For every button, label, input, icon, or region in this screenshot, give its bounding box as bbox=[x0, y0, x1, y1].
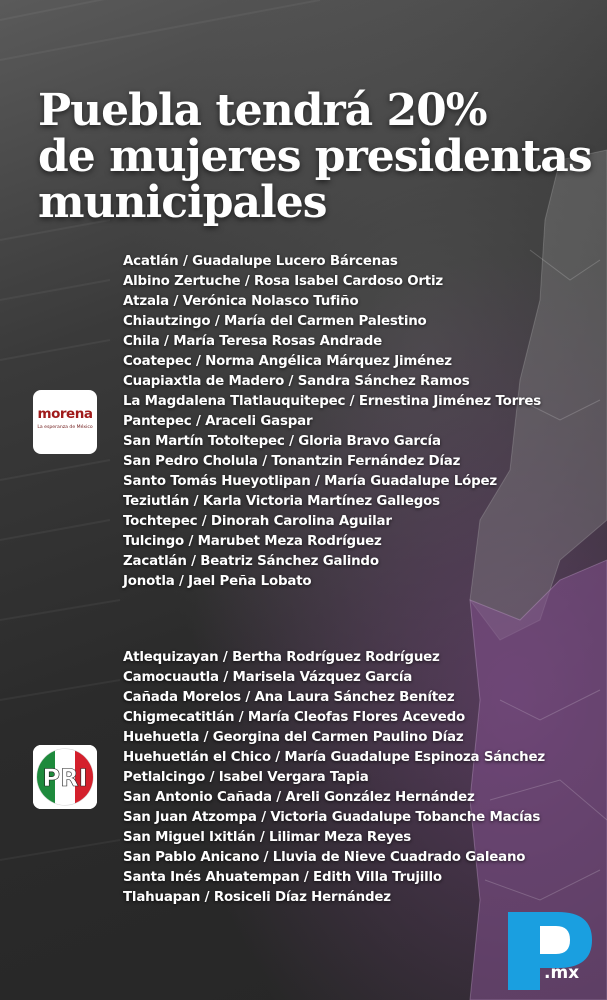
list-item: Camocuautla / Marisela Vázquez García bbox=[123, 670, 413, 685]
morena-logo-icon bbox=[33, 390, 97, 454]
morena-logo-word: morena bbox=[37, 406, 93, 422]
list-item: San Martín Totoltepec / Gloria Bravo García bbox=[123, 434, 441, 449]
list-item: Acatlán / Guadalupe Lucero Bárcenas bbox=[123, 254, 398, 269]
pri-logo-icon bbox=[33, 745, 97, 809]
list-item: Huehuetlán el Chico / María Guadalupe Espinoza Sánchez bbox=[123, 750, 545, 765]
list-item: Tlahuapan / Rosiceli Díaz Hernández bbox=[123, 890, 391, 905]
list-item: San Pedro Cholula / Tonantzin Fernández Díaz bbox=[123, 454, 461, 469]
list-item: Cuapiaxtla de Madero / Sandra Sánchez Ramos bbox=[123, 374, 470, 389]
headline-line-1: Puebla tendrá 20% bbox=[38, 85, 487, 136]
pri-municipality-list bbox=[123, 648, 545, 908]
list-item: La Magdalena Tlatlauquitepec / Ernestina Jiménez Torres bbox=[123, 394, 542, 409]
headline-line-3: municipales bbox=[38, 177, 327, 228]
headline-line-2: de mujeres presidentas bbox=[38, 131, 592, 182]
list-item: Atzala / Verónica Nolasco Tufiño bbox=[123, 294, 359, 309]
periodico-p-logo-icon[interactable] bbox=[500, 906, 598, 994]
pri-logo-letters: PRI bbox=[42, 764, 88, 792]
list-item: Coatepec / Norma Angélica Márquez Jiménez bbox=[123, 354, 452, 369]
list-item: Chila / María Teresa Rosas Andrade bbox=[123, 334, 382, 349]
list-item: Cañada Morelos / Ana Laura Sánchez Benítez bbox=[123, 690, 455, 705]
list-item: Albino Zertuche / Rosa Isabel Cardoso Ortiz bbox=[123, 274, 443, 289]
list-item: Chigmecatitlán / María Cleofas Flores Acevedo bbox=[123, 710, 465, 725]
list-item: Santo Tomás Hueyotlipan / María Guadalupe López bbox=[123, 474, 498, 489]
list-item: Jonotla / Jael Peña Lobato bbox=[123, 574, 312, 589]
morena-municipality-list bbox=[123, 252, 541, 592]
pri-emblem-icon bbox=[33, 745, 97, 809]
list-item: Pantepec / Araceli Gaspar bbox=[123, 414, 313, 429]
list-item: Tochtepec / Dinorah Carolina Aguilar bbox=[123, 514, 392, 529]
list-item: Teziutlán / Karla Victoria Martínez Gallegos bbox=[123, 494, 440, 509]
list-item: Zacatlán / Beatriz Sánchez Galindo bbox=[123, 554, 379, 569]
list-item: Atlequizayan / Bertha Rodríguez Rodríguez bbox=[123, 650, 440, 665]
headline bbox=[38, 85, 598, 228]
list-item: Petlalcingo / Isabel Vergara Tapia bbox=[123, 770, 369, 785]
list-item: Santa Inés Ahuatempan / Edith Villa Trujillo bbox=[123, 870, 442, 885]
list-item: Tulcingo / Marubet Meza Rodríguez bbox=[123, 534, 382, 549]
list-item: San Pablo Anicano / Lluvia de Nieve Cuadrado Galeano bbox=[123, 850, 526, 865]
list-item: Chiautzingo / María del Carmen Palestino bbox=[123, 314, 427, 329]
morena-logo-tagline: La esperanza de México bbox=[37, 425, 93, 430]
list-item: San Antonio Cañada / Areli González Hernández bbox=[123, 790, 475, 805]
brand-suffix: .mx bbox=[544, 963, 580, 983]
list-item: San Juan Atzompa / Victoria Guadalupe Tobanche Macías bbox=[123, 810, 541, 825]
list-item: San Miguel Ixitlán / Lilimar Meza Reyes bbox=[123, 830, 412, 845]
list-item: Huehuetla / Georgina del Carmen Paulino Díaz bbox=[123, 730, 464, 745]
